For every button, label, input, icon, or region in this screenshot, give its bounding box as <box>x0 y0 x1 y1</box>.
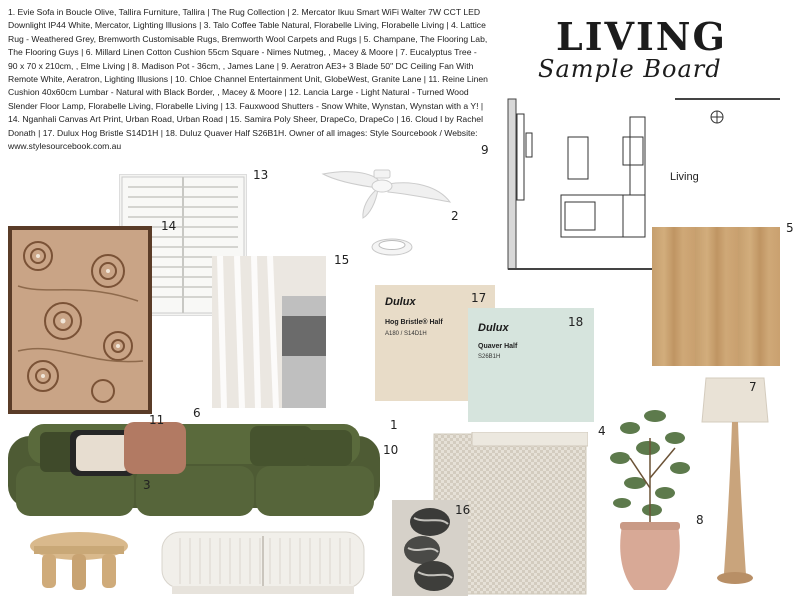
dulux-logo: Dulux <box>478 322 509 334</box>
paint-code: A180 / S14D1H <box>385 331 427 337</box>
plant-pot-image <box>600 398 700 596</box>
flooring-sample-image <box>652 227 780 366</box>
item-number-15: 15 <box>334 253 350 267</box>
downlight-image <box>370 233 414 259</box>
item-number-11: 11 <box>149 413 165 427</box>
floor-lamp-image <box>700 374 770 596</box>
item-number-5: 5 <box>786 221 794 235</box>
sofa-image <box>8 418 380 526</box>
board-subtitle: Sample Board <box>538 55 722 83</box>
coffee-table-image <box>28 530 130 592</box>
canvas-art-print-image <box>8 226 152 414</box>
item-number-2: 2 <box>451 209 459 223</box>
entertainment-unit-image <box>160 530 366 596</box>
dulux-logo: Dulux <box>385 296 416 308</box>
item-number-7: 7 <box>749 380 757 394</box>
sheer-curtain-image <box>212 256 326 408</box>
paint-name: Quaver Half <box>478 343 518 350</box>
item-number-18: 18 <box>568 315 584 329</box>
item-number-13: 13 <box>253 168 269 182</box>
item-number-3: 3 <box>143 478 151 492</box>
item-number-4: 4 <box>598 424 606 438</box>
ceiling-fan-image <box>318 164 453 220</box>
item-number-6: 6 <box>193 406 201 420</box>
item-number-17: 17 <box>471 291 487 305</box>
item-number-10: 10 <box>383 443 399 457</box>
paint-code: S26B1H <box>478 354 501 360</box>
caption-text: 1. Evie Sofa in Boucle Olive, Tallira Furniture, Tallira | The Rug Collection | 2. Mercator Ikuu Smart WiFi Walter 7W CCT LED Downlight IP44 White, Mercator, Lighting Illusions | 3. Talo Coffee Table Natural, Florabelle Living, Florabelle Living | 4. Lattice Rug - Weathered Grey, Bremworth Customisable Rugs, Bremworth Wool Carpets and Rugs | 5. Champane, The Flooring Lab, The Flooring Guys | 6. Millard Linen Cotton Cushion 55cm Square - Nimes Nutmeg, , Macey & Moore | 7. Eucalyptus Tree - 90 x 70 x 210cm, , Elme Living | 8. Madison Pot - 36cm, , James Lane | 9. Aeratron AE3+ 3 Blade 50" DC Ceiling Fan With Remote White, Aeratron, Lighting Illusions | 10. Chloe Channel Entertainment Unit, GlobeWest, Granite Lane | 11. Reine Linen Cushion 40x60cm Lumbar - Natural with Black Border, , Macey & Moore | 12. Lancia Large - Light Natural - Turned Wood Slender Floor Lamp, Florabelle Living, Florabelle Living | 13. Fauxwood Shutters - Snow White, Wynstan, Wynstan with a Y! | 14. Nganhali Canvas Art Print, Urban Road, Urban Road | 15. Samira Poly Sheer, DrapeCo, DrapeCo | 16. Cloud I by Rachel Donath | 17. Dulux Hog Bristle S14D1H | 18. Duluz Quaver Half S26B1H. Owner of all images: Style Sourcebook / Website: www.stylesourcebook.com.au <box>8 7 488 152</box>
board-title: LIVING <box>556 14 727 59</box>
item-number-16: 16 <box>455 503 471 517</box>
paint-name: Hog Bristle® Half <box>385 319 443 326</box>
floor-plan-label: Living <box>670 171 699 183</box>
item-number-8: 8 <box>696 513 704 527</box>
item-number-1: 1 <box>390 418 398 432</box>
item-number-9: 9 <box>481 143 489 157</box>
item-number-14: 14 <box>161 219 177 233</box>
